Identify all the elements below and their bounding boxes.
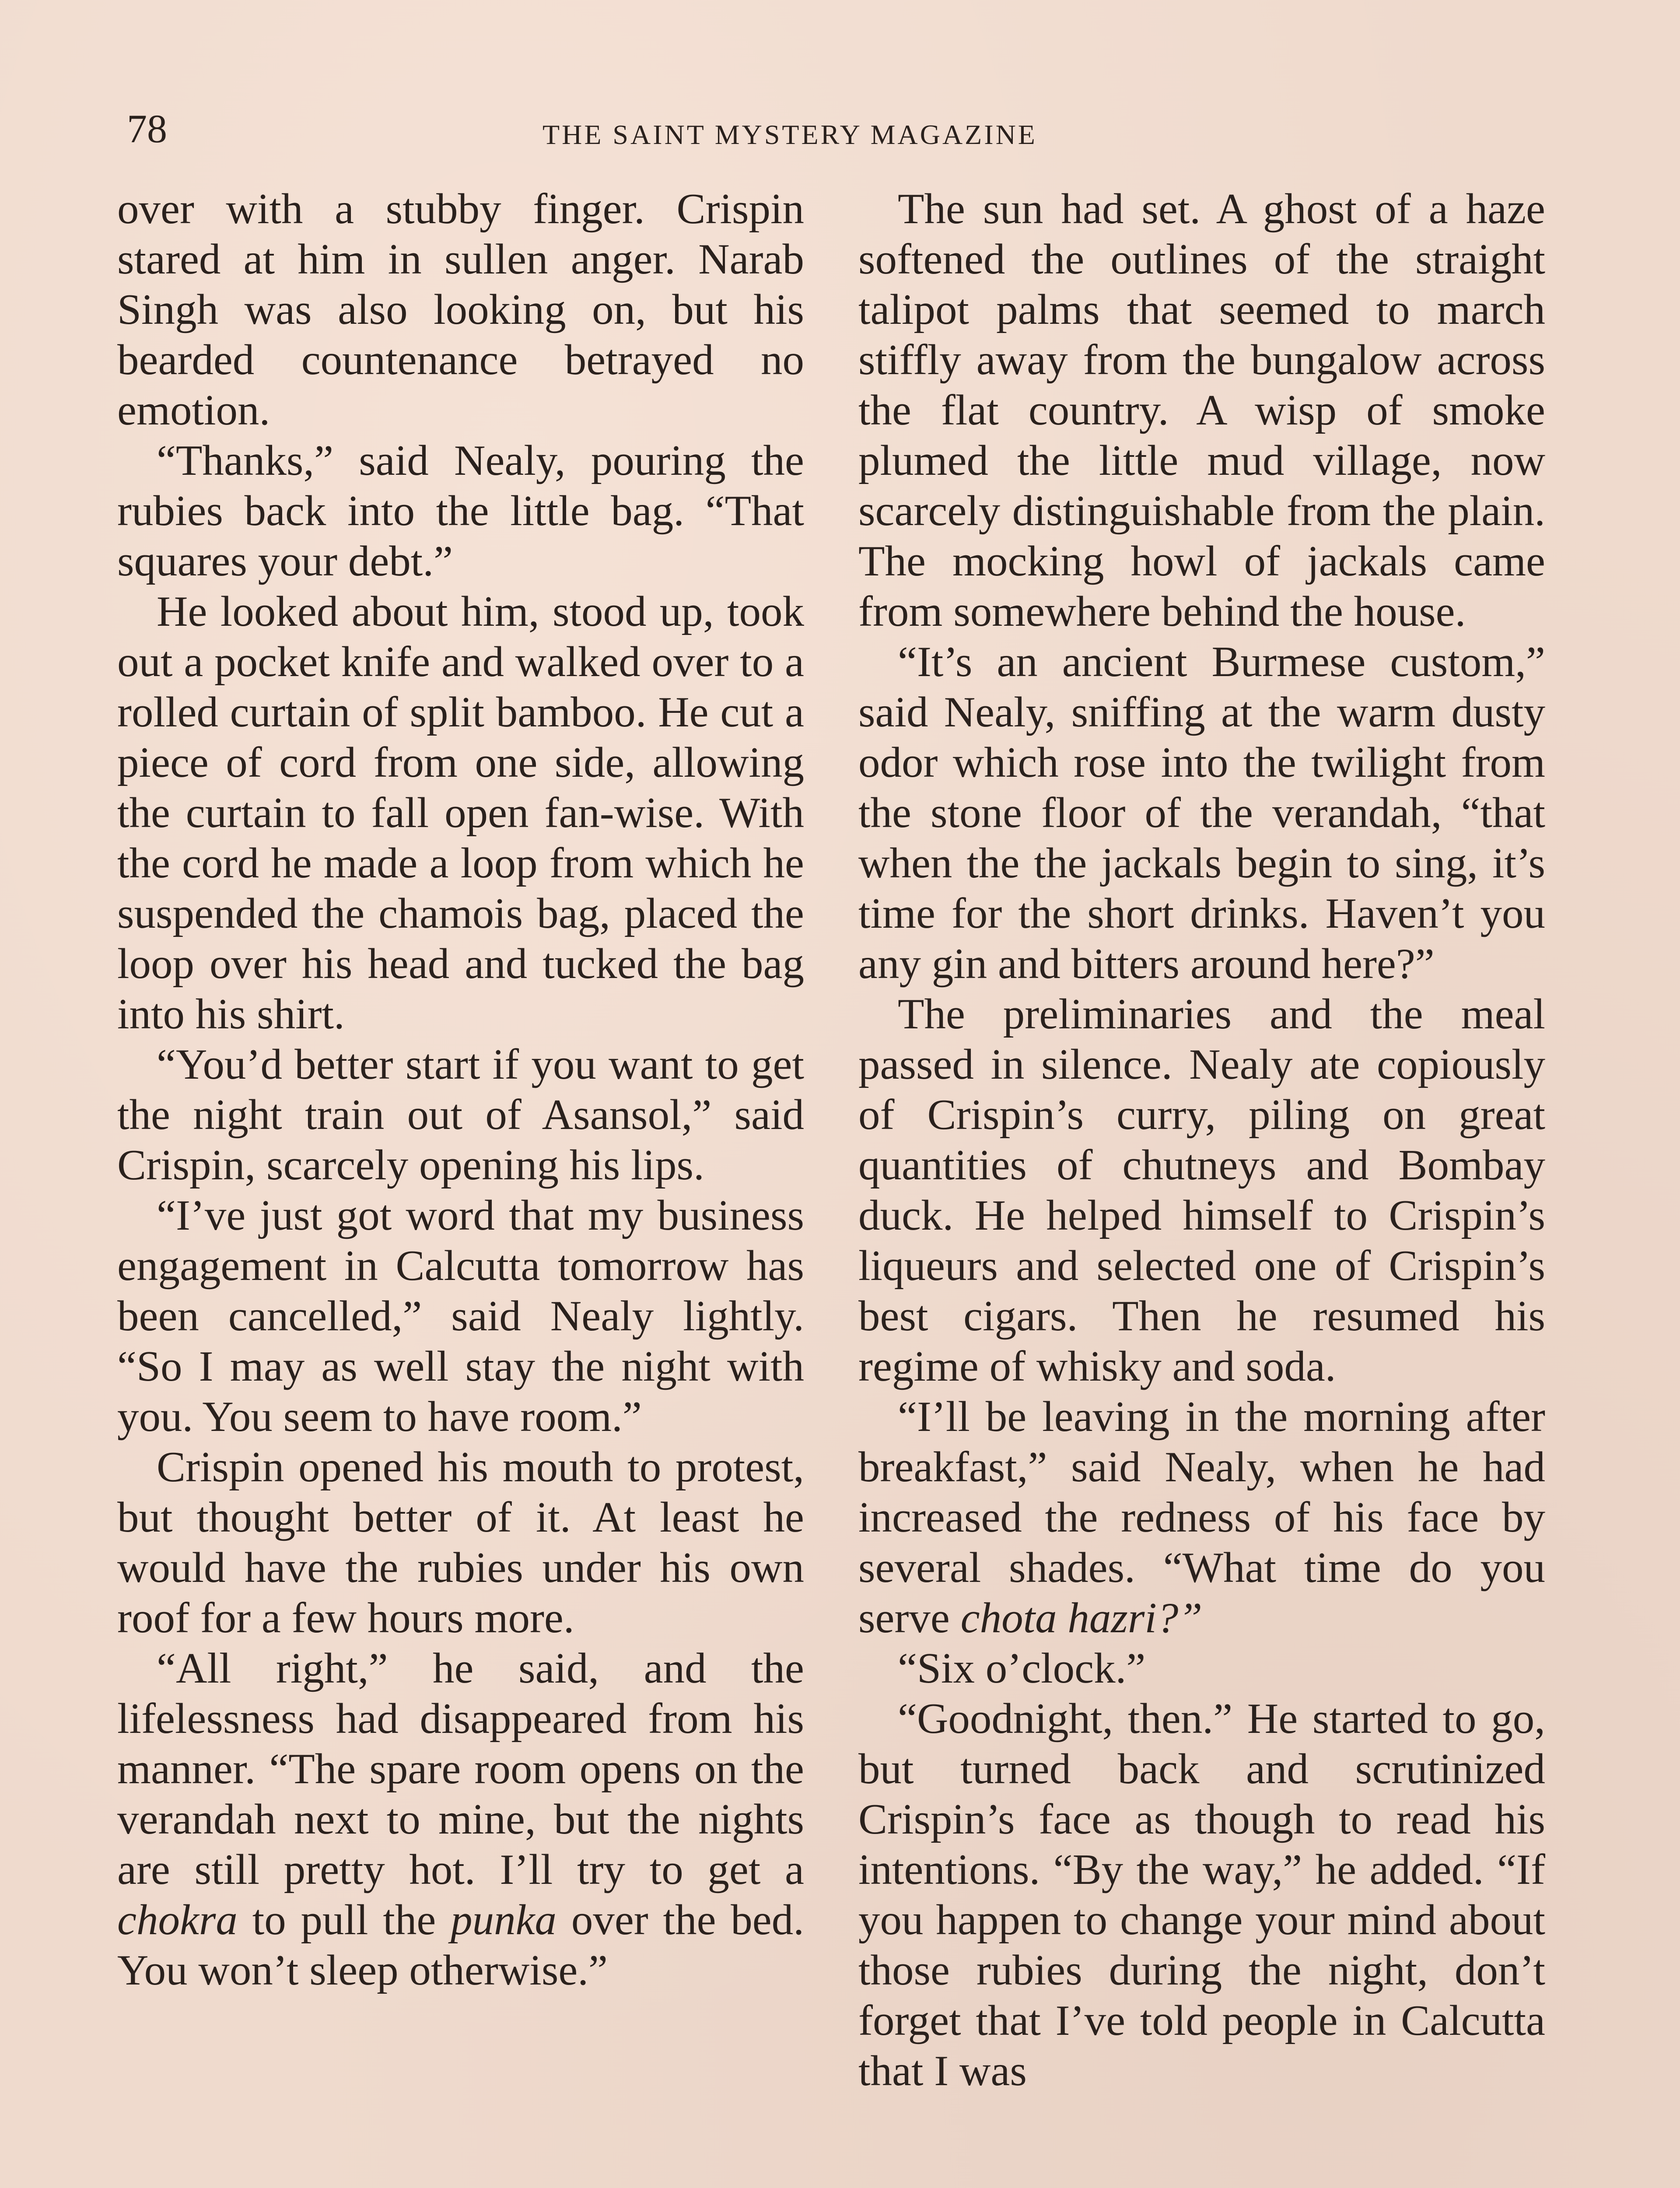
text-run: “All right,” he said, and the lifelessness had disappeared from his manner. “The spare room opens on the verandah next to mine, but the nights are still pretty hot. I’ll try to get a [117, 1645, 804, 1893]
paragraph: “Six o’clock.” [898, 1645, 1146, 1692]
paragraph: The preliminaries and the meal passed in silence. Nealy ate copiously of Crispin’s curry, piling on great quantities of chutneys and Bombay duck. He helped himself to Crispin’s liqueurs and selected one of Crispin’s best cigars. Then he resumed his regime of whisky and soda. [858, 990, 1545, 1390]
paragraph: “Goodnight, then.” He started to go, but turned back and scrutinized Crispin’s face as though to read his intentions. “By the way,” he added. “If you happen to change your mind about those rubies during the night, don’t forget that I’ve told people in Calcutta that I was [858, 1695, 1545, 2095]
text-run: “I’ll be leaving in the morning after breakfast,” said Nealy, when he had increased the redness of his face by several shades. “What time do you serve [858, 1393, 1545, 1642]
italic-word: chota hazri?” [960, 1594, 1203, 1642]
running-title: THE SAINT MYSTERY MAGAZINE [542, 119, 1037, 150]
paragraph [117, 1643, 804, 1995]
paragraph: He looked about him, stood up, took out a pocket knife and walked over to a rolled curtain of split bamboo. He cut a piece of cord from one side, allowing the curtain to fall open fan-wise. With the cord he made a loop from which he suspended the chamois bag, placed the loop over his head and tucked the bag into his shirt. [117, 588, 804, 1038]
paragraph: “It’s an ancient Burmese custom,” said Nealy, sniffing at the warm dusty odor which rose into the twilight from the stone floor of the verandah, “that when the the jackals begin to sing, it’s time for the short drinks. Haven’t you any gin and bitters around here?” [858, 638, 1545, 988]
paragraph: The sun had set. A ghost of a haze softened the outlines of the straight talipot palms that seemed to march stiffly away from the bungalow across the flat country. A wisp of smoke plumed the little mud village, now scarcely distinguishable from the plain. The mocking howl of jackals came from somewhere behind the house. [858, 185, 1545, 635]
paragraph: “You’d better start if you want to get the night train out of Asansol,” said Crispin, scarcely opening his lips. [117, 1041, 804, 1189]
paragraph: “Thanks,” said Nealy, pouring the rubies back into the little bag. “That squares your debt.” [117, 437, 804, 585]
paragraph: Crispin opened his mouth to protest, but thought better of it. At least he would have the rubies under his own roof for a few hours more. [117, 1443, 804, 1642]
page-number: 78 [127, 106, 167, 151]
left-column [117, 184, 804, 1995]
paragraph: over with a stubby finger. Crispin stared at him in sullen anger. Narab Singh was also looking on, but his bearded countenance betrayed no emotion. [117, 185, 804, 434]
right-column [858, 184, 1545, 2096]
text-run: to pull the [237, 1896, 451, 1944]
paragraph: “I’ve just got word that my business engagement in Calcutta tomorrow has been cancelled,” said Nealy lightly. “So I may as well stay the night with you. You seem to have room.” [117, 1192, 804, 1441]
text-run: over the bed. You won’t sleep otherwise.” [117, 1896, 804, 1994]
paragraph [858, 1392, 1545, 1643]
italic-word: chokra [117, 1896, 238, 1944]
italic-word: punka [451, 1896, 557, 1944]
